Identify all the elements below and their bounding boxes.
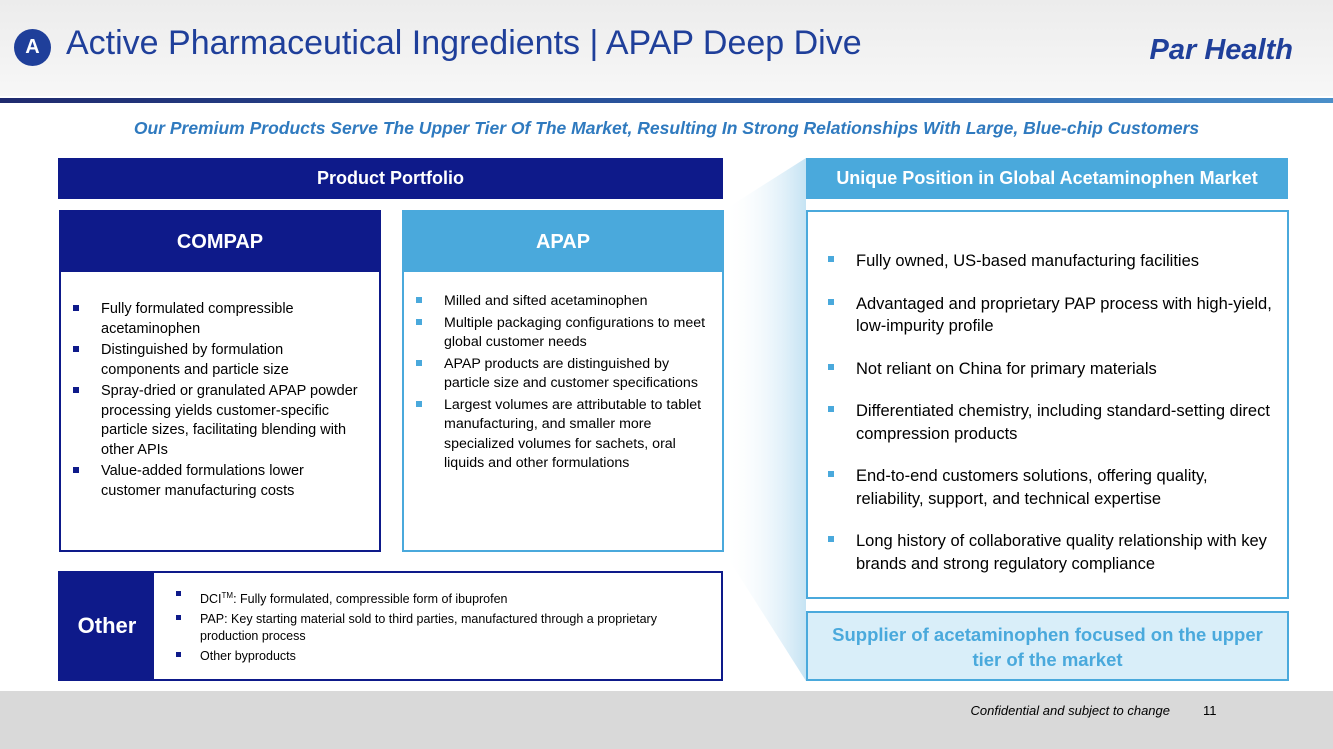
confidential-notice: Confidential and subject to change bbox=[970, 703, 1170, 718]
page-number: 11 bbox=[1203, 703, 1217, 718]
bullet-text: Milled and sifted acetaminophen bbox=[444, 293, 648, 309]
apap-title: APAP bbox=[404, 212, 722, 272]
list-item bbox=[160, 611, 710, 645]
list-item bbox=[61, 382, 365, 460]
bullet-square-icon bbox=[73, 467, 79, 473]
slide-title: Active Pharmaceutical Ingredients | APAP Deep Dive bbox=[66, 24, 862, 62]
apap-bullet-list bbox=[404, 272, 722, 474]
list-item bbox=[808, 250, 1277, 273]
bullet-square-icon bbox=[828, 471, 834, 477]
unique-position-box bbox=[806, 210, 1289, 599]
product-portfolio-heading: Product Portfolio bbox=[58, 158, 723, 199]
bullet-text: PAP: Key starting material sold to third parties, manufactured through a proprietary production process bbox=[200, 612, 657, 644]
bullet-square-icon bbox=[828, 536, 834, 542]
bullet-square-icon bbox=[416, 319, 422, 325]
bullet-square-icon bbox=[73, 387, 79, 393]
slide-footer bbox=[0, 691, 1333, 749]
bullet-text: Multiple packaging configurations to meet global customer needs bbox=[444, 314, 706, 350]
list-item bbox=[404, 314, 708, 353]
section-badge: A bbox=[14, 29, 51, 66]
other-bullet-list bbox=[160, 587, 710, 668]
compap-title: COMPAP bbox=[61, 212, 379, 272]
bullet-text: Not reliant on China for primary materials bbox=[856, 359, 1157, 378]
bullet-text: Distinguished by formulation components and particle size bbox=[101, 342, 289, 378]
supplier-callout: Supplier of acetaminophen focused on the upper tier of the market bbox=[806, 611, 1289, 681]
slide-header bbox=[0, 0, 1333, 96]
list-item bbox=[404, 396, 708, 474]
list-item bbox=[160, 587, 710, 608]
bullet-square-icon bbox=[416, 297, 422, 303]
other-label: Other bbox=[60, 573, 154, 679]
list-item bbox=[808, 293, 1277, 338]
bullet-square-icon bbox=[828, 256, 834, 262]
unique-bullet-list bbox=[808, 212, 1287, 575]
bullet-text: End-to-end customers solutions, offering quality, reliability, support, and technical expertise bbox=[856, 467, 1208, 508]
bullet-text: Fully owned, US-based manufacturing facilities bbox=[856, 252, 1199, 270]
bullet-square-icon bbox=[176, 591, 181, 596]
list-item bbox=[808, 530, 1277, 575]
list-item bbox=[808, 400, 1277, 445]
bullet-square-icon bbox=[416, 360, 422, 366]
list-item bbox=[160, 648, 710, 665]
brand-logo-text: Par Health bbox=[1149, 34, 1293, 66]
bullet-text: Value-added formulations lower customer manufacturing costs bbox=[101, 463, 304, 499]
trademark-sup: TM bbox=[221, 591, 234, 600]
list-item bbox=[404, 292, 708, 312]
other-products-box bbox=[58, 571, 723, 681]
bullet-text: Spray-dried or granulated APAP powder processing yields customer-specific particle sizes, facilitating blending with other APIs bbox=[101, 383, 358, 458]
bullet-text: Differentiated chemistry, including standard-setting direct compression products bbox=[856, 402, 1270, 443]
bullet-text: Advantaged and proprietary PAP process with high-yield, low-impurity profile bbox=[856, 294, 1272, 335]
bullet-square-icon bbox=[73, 305, 79, 311]
list-item bbox=[808, 465, 1277, 510]
header-divider bbox=[0, 98, 1333, 103]
bullet-text: Other byproducts bbox=[200, 649, 296, 664]
bullet-square-icon bbox=[828, 299, 834, 305]
bullet-square-icon bbox=[828, 406, 834, 412]
bullet-text: APAP products are distinguished by particle size and customer specifications bbox=[444, 355, 698, 391]
bullet-text: Fully formulated compressible acetaminophen bbox=[101, 301, 294, 337]
bullet-square-icon bbox=[416, 401, 422, 407]
bullet-text: Largest volumes are attributable to tablet manufacturing, and smaller more specialized volumes for sachets, oral liquids and other formulations bbox=[444, 396, 702, 471]
dci-text: : Fully formulated, compressible form of ibuprofen bbox=[233, 592, 508, 607]
bullet-square-icon bbox=[176, 615, 181, 620]
list-item bbox=[61, 341, 365, 380]
bullet-text: Long history of collaborative quality relationship with key brands and strong regulatory compliance bbox=[856, 532, 1267, 573]
bullet-square-icon bbox=[73, 346, 79, 352]
bullet-square-icon bbox=[176, 652, 181, 657]
dci-prefix: DCI bbox=[200, 592, 222, 607]
compap-card bbox=[59, 210, 381, 552]
unique-position-heading: Unique Position in Global Acetaminophen Market bbox=[806, 158, 1288, 199]
apap-card bbox=[402, 210, 724, 552]
slide-subtitle: Our Premium Products Serve The Upper Tier Of The Market, Resulting In Strong Relationships With Large, Blue-chip Customers bbox=[133, 118, 1200, 138]
bullet-square-icon bbox=[828, 364, 834, 370]
list-item bbox=[61, 462, 365, 501]
list-item bbox=[808, 358, 1277, 381]
compap-bullet-list bbox=[61, 272, 379, 501]
list-item bbox=[61, 300, 365, 339]
list-item bbox=[404, 355, 708, 394]
